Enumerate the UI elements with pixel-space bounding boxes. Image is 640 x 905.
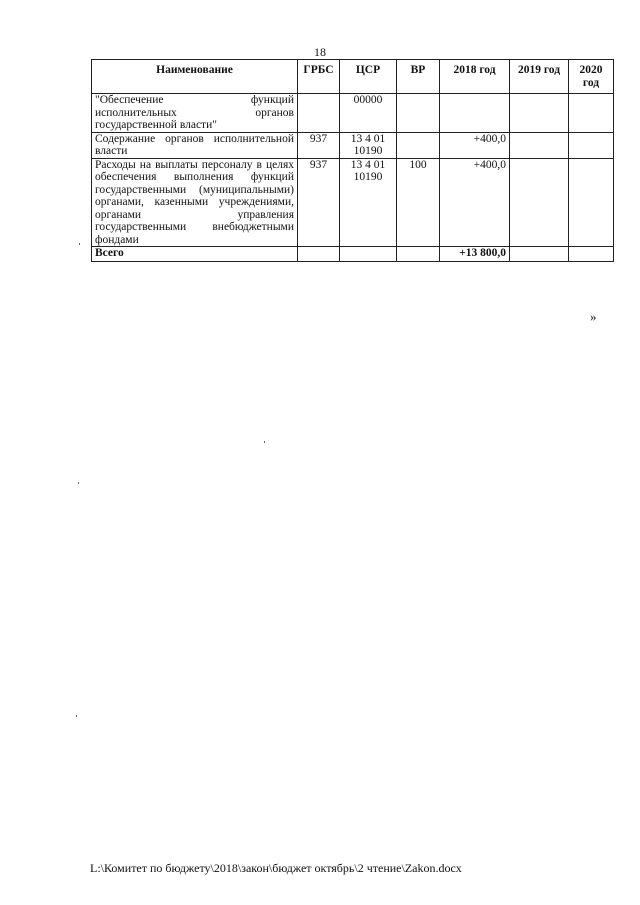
total-2018: +13 800,0 [440, 247, 510, 262]
row-grbs: 937 [298, 158, 340, 247]
row-vr [397, 132, 440, 158]
total-csr [340, 247, 397, 262]
header-2018: 2018 год [440, 60, 510, 94]
header-csr: ЦСР [340, 60, 397, 94]
closing-quote: » [590, 309, 597, 324]
footer-file-path: L:\Комитет по бюджету\2018\закон\бюджет октябрь\2 чтение\Zakon.docx [90, 861, 462, 875]
row-name: "Обеспечение функций исполнительных органов государственной власти" [92, 94, 298, 133]
header-2020: 2020 год [569, 60, 614, 94]
row-2020 [569, 132, 614, 158]
row-2020 [569, 94, 614, 133]
header-grbs: ГРБС [298, 60, 340, 94]
total-vr [397, 247, 440, 262]
row-2020 [569, 158, 614, 247]
table-row [92, 94, 614, 133]
total-grbs [298, 247, 340, 262]
row-name: Расходы на выплаты персоналу в целях обеспечения выполнения функций государственными (муниципальными) органами, казенными учреждениями, органами управления государственными внебюджетными фондами [92, 158, 298, 247]
page-number: 18 [314, 45, 326, 59]
row-csr: 13 4 01 10190 [340, 158, 397, 247]
row-csr: 13 4 01 10190 [340, 132, 397, 158]
header-2019: 2019 год [510, 60, 569, 94]
budget-table [91, 59, 614, 262]
row-2019 [510, 94, 569, 133]
row-vr [397, 94, 440, 133]
total-2019 [510, 247, 569, 262]
row-2019 [510, 132, 569, 158]
row-grbs: 937 [298, 132, 340, 158]
total-label: Всего [92, 247, 298, 262]
header-name: Наименование [92, 60, 298, 94]
scan-speck [264, 441, 265, 443]
scan-speck [79, 243, 80, 245]
row-csr: 00000 [340, 94, 397, 133]
total-2020 [569, 247, 614, 262]
table-header-row [92, 60, 614, 94]
row-vr: 100 [397, 158, 440, 247]
table-row [92, 158, 614, 247]
row-name: Содержание органов исполнительной власти [92, 132, 298, 158]
row-2018: +400,0 [440, 132, 510, 158]
scan-speck [76, 715, 77, 717]
row-grbs [298, 94, 340, 133]
table-row [92, 132, 614, 158]
header-vr: ВР [397, 60, 440, 94]
scan-speck [78, 482, 79, 484]
row-2018 [440, 94, 510, 133]
row-2018: +400,0 [440, 158, 510, 247]
row-2019 [510, 158, 569, 247]
total-row [92, 247, 614, 262]
